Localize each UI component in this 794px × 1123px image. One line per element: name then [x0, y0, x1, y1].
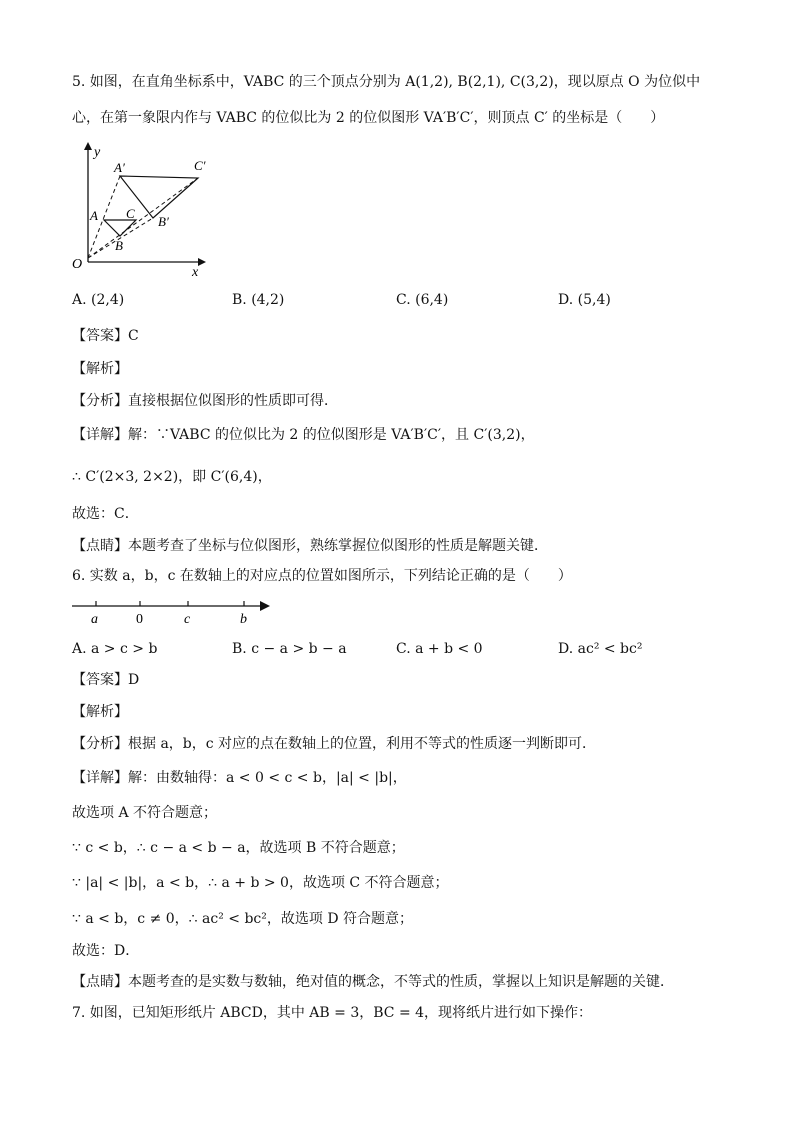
q5-detail-line1: 【详解】解：∵VABC 的位似比为 2 的位似图形是 VA′B′C′，且 C′(3,2)，	[72, 427, 535, 443]
q5-choose: 故选：C．	[72, 506, 139, 522]
q6-detail-line4: ∵ |a| < |b|，a < b，∴ a + b > 0，故选项 C 不符合题意；	[72, 875, 449, 891]
q5-stem-line1: 5. 如图，在直角坐标系中，VABC 的三个顶点分别为 A(1,2), B(2,1), C(3,2)，现以原点 O 为位似中	[72, 74, 701, 90]
q5-coordinate-figure	[70, 138, 230, 278]
q6-option-b: B. c − a > b − a	[232, 641, 347, 657]
q6-detail-line3: ∵ c < b，∴ c − a < b − a，故选项 B 不符合题意；	[72, 840, 405, 856]
q6-detail-line5: ∵ a < b，c ≠ 0，∴ ac² < bc²，故选项 D 符合题意；	[72, 911, 414, 927]
q6-detail-line1: 【详解】解：由数轴得：a < 0 < c < b，|a| < |b|，	[72, 770, 407, 786]
q5-option-d: D. (5,4)	[558, 292, 611, 308]
label-a-prime: A′	[114, 160, 125, 175]
q6-option-c: C. a + b < 0	[396, 641, 483, 657]
q5-answer: 【答案】C	[72, 328, 139, 344]
triangle-abc	[104, 220, 136, 236]
q5-option-a: A. (2,4)	[72, 292, 125, 308]
label-b: B	[115, 238, 123, 253]
y-axis-arrow	[84, 142, 92, 150]
q6-choose: 故选：D．	[72, 943, 140, 959]
tick-label-b: b	[240, 612, 247, 627]
q6-number-line	[70, 596, 280, 636]
tick-label-0: 0	[136, 612, 143, 627]
label-a: A	[90, 208, 98, 223]
label-x: x	[192, 265, 199, 278]
label-b-prime: B′	[158, 214, 169, 229]
q6-option-d: D. ac² < bc²	[558, 641, 643, 657]
q6-analysis-title: 【解析】	[72, 704, 128, 720]
q6-stem: 6. 实数 a，b，c 在数轴上的对应点的位置如图所示，下列结论正确的是（ ）	[72, 568, 572, 584]
tick-label-c: c	[184, 612, 191, 627]
q5-detail-line2: ∴ C′(2×3, 2×2)，即 C′(6,4)，	[72, 469, 272, 485]
q5-comment: 【点睛】本题考查了坐标与位似图形，熟练掌握位似图形的性质是解题关键．	[72, 538, 548, 554]
q7-stem: 7. 如图，已知矩形纸片 ABCD，其中 AB = 3，BC = 4，现将纸片进行如下操作：	[72, 1005, 593, 1021]
label-o: O	[72, 257, 83, 272]
label-y: y	[94, 145, 101, 160]
q6-option-a: A. a > c > b	[72, 641, 158, 657]
label-c: C	[126, 206, 135, 221]
q5-stem-line2: 心，在第一象限内作与 VABC 的位似比为 2 的位似图形 VA′B′C′，则顶点 C′ 的坐标是（ ）	[72, 110, 665, 126]
q6-detail-line2: 故选项 A 不符合题意；	[72, 805, 218, 821]
q6-answer: 【答案】D	[72, 672, 140, 688]
tick-label-a: a	[91, 612, 98, 627]
q5-option-c: C. (6,4)	[396, 292, 449, 308]
q6-fenxi: 【分析】根据 a，b，c 对应的点在数轴上的位置，利用不等式的性质逐一判断即可．	[72, 736, 597, 752]
q5-option-b: B. (4,2)	[232, 292, 285, 308]
q5-fenxi: 【分析】直接根据位似图形的性质即可得．	[72, 393, 338, 409]
x-axis-arrow	[198, 258, 206, 266]
q6-comment: 【点睛】本题考查的是实数与数轴，绝对值的概念，不等式的性质，掌握以上知识是解题的关键．	[72, 974, 674, 990]
label-c-prime: C′	[194, 158, 206, 173]
number-line-arrow	[260, 601, 270, 611]
ray-o-c2	[88, 178, 198, 258]
q5-analysis-title: 【解析】	[72, 361, 128, 377]
